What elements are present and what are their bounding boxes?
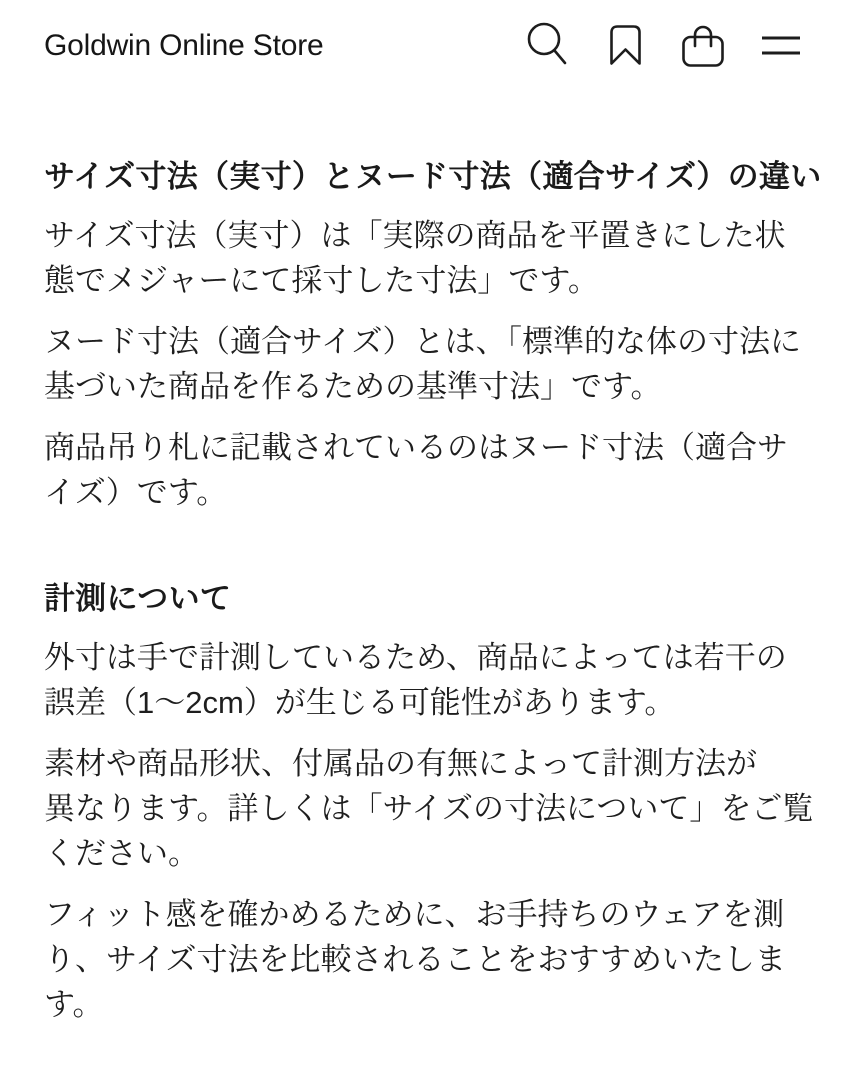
text-line: 基づいた商品を作るための基準寸法」です。 (44, 369, 662, 404)
app-header (0, 0, 852, 92)
shopping-bag-icon (682, 22, 724, 71)
size-guide-content (0, 154, 852, 1027)
text-line: サイズ寸法（実寸）は「実際の商品を平置きにした状 (44, 218, 786, 253)
text-line: 異なります。詳しくは「サイズの寸法について」をご覧 (44, 791, 814, 826)
paragraph (44, 425, 808, 515)
section-heading-measurement: 計測について (44, 581, 232, 616)
search-button[interactable] (526, 22, 568, 70)
hamburger-menu-icon (761, 35, 801, 58)
header-icon-group (526, 22, 802, 70)
text-line: ください。 (44, 836, 199, 871)
paragraph (44, 892, 808, 1027)
text-line: 外寸は手で計測しているため、商品によっては若干の (44, 640, 787, 675)
cart-button[interactable] (682, 22, 724, 70)
text-line: す。 (44, 987, 104, 1022)
measurement-section (44, 576, 814, 1027)
paragraph (44, 741, 814, 876)
text-line: フィット感を確かめるために、お手持ちのウェアを測 (44, 897, 785, 932)
size-difference-section (44, 154, 822, 515)
paragraph (44, 635, 808, 725)
paragraph (44, 319, 808, 409)
text-line: イズ）です。 (44, 475, 228, 510)
section-heading-size-difference: サイズ寸法（実寸）とヌード寸法（適合サイズ）の違い (44, 159, 822, 194)
store-logo[interactable]: Goldwin Online Store (44, 29, 324, 62)
text-line: ヌード寸法（適合サイズ）とは、「標準的な体の寸法に (44, 324, 802, 359)
wishlist-button[interactable] (604, 22, 646, 70)
text-line: 商品吊り札に記載されているのはヌード寸法（適合サ (44, 430, 788, 465)
paragraph (44, 213, 808, 303)
menu-button[interactable] (760, 22, 802, 70)
text-line: り、サイズ寸法を比較されることをおすすめいたしま (44, 942, 786, 977)
search-icon (526, 22, 568, 71)
text-line: 誤差（1～2cm）が生じる可能性があります。 (44, 685, 676, 720)
text-line: 態でメジャーにて採寸した寸法」です。 (44, 263, 599, 298)
text-line: 素材や商品形状、付属品の有無によって計測方法が (44, 746, 757, 781)
bookmark-icon (609, 24, 642, 69)
